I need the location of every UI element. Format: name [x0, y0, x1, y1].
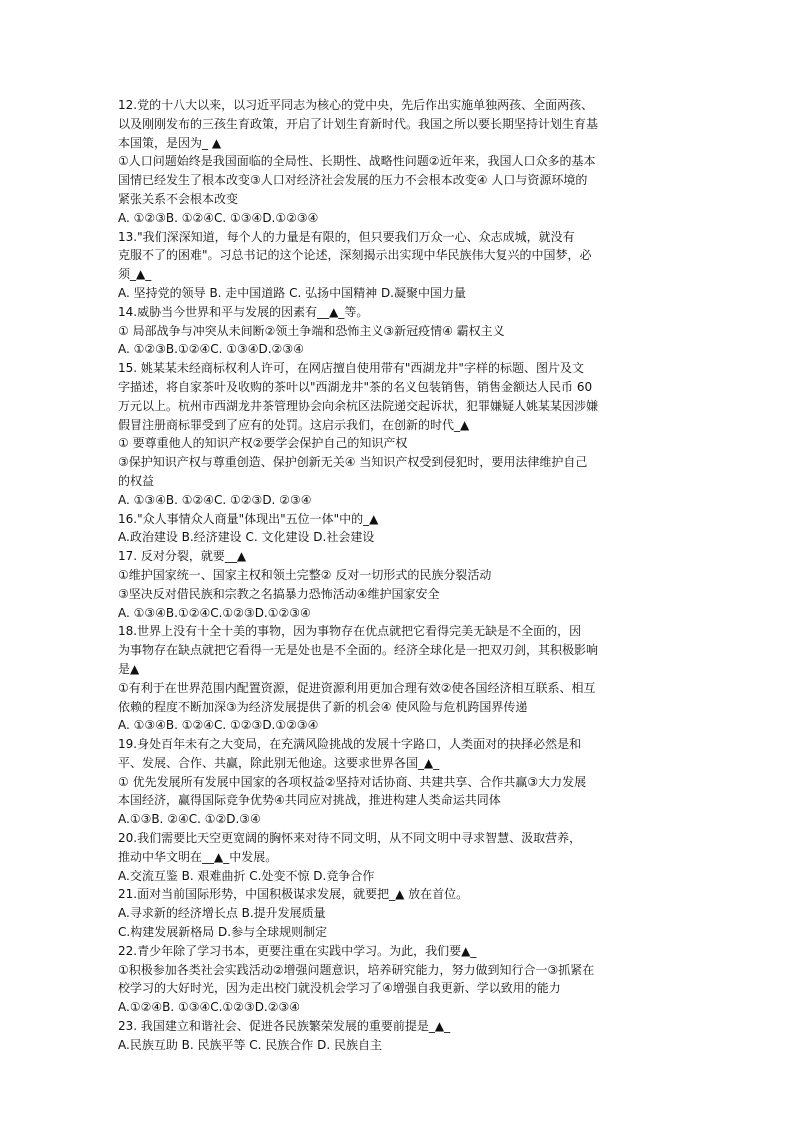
text-line: 以及刚刚发布的三孩生育政策，开启了计划生育新时代。我国之所以要长期坚持计划生育基 [118, 116, 599, 131]
exam-document [118, 96, 678, 1055]
text-line: 22.青少年除了学习书本，更要注重在实践中学习。为此，我们要▲_ [118, 943, 477, 958]
text-line: ①维护国家统一、国家主权和领土完整② 反对一切形式的民族分裂活动 [118, 567, 492, 582]
text-line: A. 坚持党的领导 B. 走中国道路 C. 弘扬中国精神 D.凝聚中国力量 [118, 285, 466, 300]
text-line: C.构建发展新格局 D.参与全球规则制定 [118, 925, 328, 940]
question-q19 [118, 735, 678, 829]
text-line: A. ①③④B.①②④C.①②③D.①②③④ [118, 605, 311, 620]
text-line: ③坚决反对借民族和宗教之名搞暴力恐怖活动④维护国家安全 [118, 586, 440, 601]
text-line: ③保护知识产权与尊重创造、保护创新无关④ 当知识产权受到侵犯时，要用法律维护自己 [118, 455, 588, 470]
text-line: 本国经济，赢得国际竞争优势④共同应对挑战，推进构建人类命运共同体 [118, 793, 501, 808]
text-line: 是▲ [118, 661, 140, 676]
text-line: 12.党的十八大以来，以习近平同志为核心的党中央，先后作出实施单独两孩、全面两孩、 [118, 98, 594, 112]
text-line: A. ①②③B. ①②④C. ①③④D.①②③④ [118, 210, 319, 225]
text-line: 克服不了的困难"。习总书记的这个论述，深刻揭示出实现中华民族伟大复兴的中国梦，必 [118, 248, 592, 263]
text-line: 13."我们深深知道，每个人的力量是有限的，但只要我们万众一心、众志成城，就没有 [118, 229, 575, 244]
text-line: 17. 反对分裂，就要__▲ [118, 549, 247, 564]
text-line: A.政治建设 B.经济建设 C. 文化建设 D.社会建设 [118, 530, 375, 545]
text-line: 假冒注册商标罪受到了应有的处罚。这启示我们，在创新的时代_▲ [118, 417, 470, 432]
question-q15 [118, 359, 678, 509]
text-line: 紧张关系不会根本改变 [118, 191, 239, 206]
question-q20 [118, 829, 678, 885]
text-line: 国情已经发生了根本改变③人口对经济社会发展的压力不会根本改变④ 人口与资源环境的 [118, 173, 588, 188]
question-q14 [118, 303, 678, 359]
text-line: 字描述，将自家茶叶及收购的茶叶以"西湖龙井"茶的名义包装销售，销售金额达人民币 60 [118, 379, 593, 394]
text-line: 的权益 [118, 473, 155, 488]
question-q16 [118, 510, 678, 548]
question-q12 [118, 96, 678, 228]
text-line: 平、发展、合作、共赢，除此别无他途。这要求世界各国_▲_ [118, 755, 440, 770]
text-line: ①人口问题始终是我国面临的全局性、长期性、战略性问题②近年来，我国人口众多的基本 [118, 154, 596, 169]
text-line: A.交流互鉴 B. 艰难曲折 C.处变不惊 D.竞争合作 [118, 868, 375, 883]
text-line: ①有利于在世界范围内配置资源，促进资源利用更加合理有效②使各国经济相互联系、相互 [118, 680, 596, 695]
text-line: 19.身处百年未有之大变局，在充满风险挑战的发展十字路口，人类面对的抉择必然是和 [118, 737, 582, 752]
question-q22 [118, 942, 678, 1017]
text-line: 须_▲_ [118, 267, 152, 282]
text-line: 14.威胁当今世界和平与发展的因素有__▲_等。 [118, 304, 369, 319]
text-line: 21.面对当前国际形势，中国积极谋求发展，就要把_▲ 放在首位。 [118, 887, 469, 902]
question-q13 [118, 228, 678, 303]
text-line: 为事物存在缺点就把它看得一无是处也是不全面的。经济全球化是一把双刃剑，其积极影响 [118, 643, 599, 658]
text-line: 本国策，是因为_ ▲ [118, 135, 222, 150]
text-line: 18.世界上没有十全十美的事物，因为事物存在优点就把它看得完美无缺是不全面的，因 [118, 624, 582, 639]
text-line: ① 优先发展所有发展中国家的各项权益②坚持对话协商、共建共享、合作共赢③大力发展 [118, 774, 587, 789]
text-line: A.①③B. ②④C. ①②D.③④ [118, 812, 261, 827]
text-line: A.民族互助 B. 民族平等 C. 民族合作 D. 民族自主 [118, 1037, 382, 1052]
text-line: A.寻求新的经济增长点 B.提升发展质量 [118, 906, 326, 921]
text-line: 推动中华文明在__▲_中发展。 [118, 849, 278, 864]
text-line: 校学习的大好时光，因为走出校门就没机会学习了④增强自我更新、学以致用的能力 [118, 981, 561, 996]
text-line: A. ①③④B. ①②④C. ①②③D. ②③④ [118, 492, 312, 507]
text-line: A.①②④B. ①③④C.①②③D.②③④ [118, 1000, 301, 1015]
text-line: A. ①②③B.①②④C. ①③④D.②③④ [118, 342, 304, 357]
text-line: ① 要尊重他人的知识产权②要学会保护自己的知识产权 [118, 436, 408, 451]
text-line: 15. 姚某某未经商标权利人许可，在网店擅自使用带有"西湖龙井"字样的标题、图片及文 [118, 361, 584, 376]
text-line: 20.我们需要比天空更宽阔的胸怀来对待不同文明，从不同文明中寻求智慧、汲取营养， [118, 831, 582, 846]
question-q23 [118, 1017, 678, 1055]
text-line: A. ①③④B. ①②④C. ①②③D.①②③④ [118, 718, 319, 733]
question-q21 [118, 885, 678, 941]
text-line: ①积极参加各类社会实践活动②增强问题意识，培养研究能力，努力做到知行合一③抓紧在 [118, 962, 595, 977]
text-line: 23. 我国建立和谐社会、促进各民族繁荣发展的重要前提是_▲_ [118, 1019, 451, 1034]
question-q17 [118, 547, 678, 622]
text-line: 万元以上。杭州市西湖龙井茶管理协会向余杭区法院递交起诉状，犯罪嫌疑人姚某某因涉嫌 [118, 398, 599, 413]
text-line: 16."众人事情众人商量"体现出"五位一体"中的_▲ [118, 511, 379, 526]
text-line: ① 局部战争与冲突从未间断②领土争端和恐怖主义③新冠疫情④ 霸权主义 [118, 323, 505, 338]
text-line: 依赖的程度不断加深③为经济发展提供了新的机会④ 使风险与危机跨国界传递 [118, 699, 528, 714]
question-q18 [118, 622, 678, 735]
